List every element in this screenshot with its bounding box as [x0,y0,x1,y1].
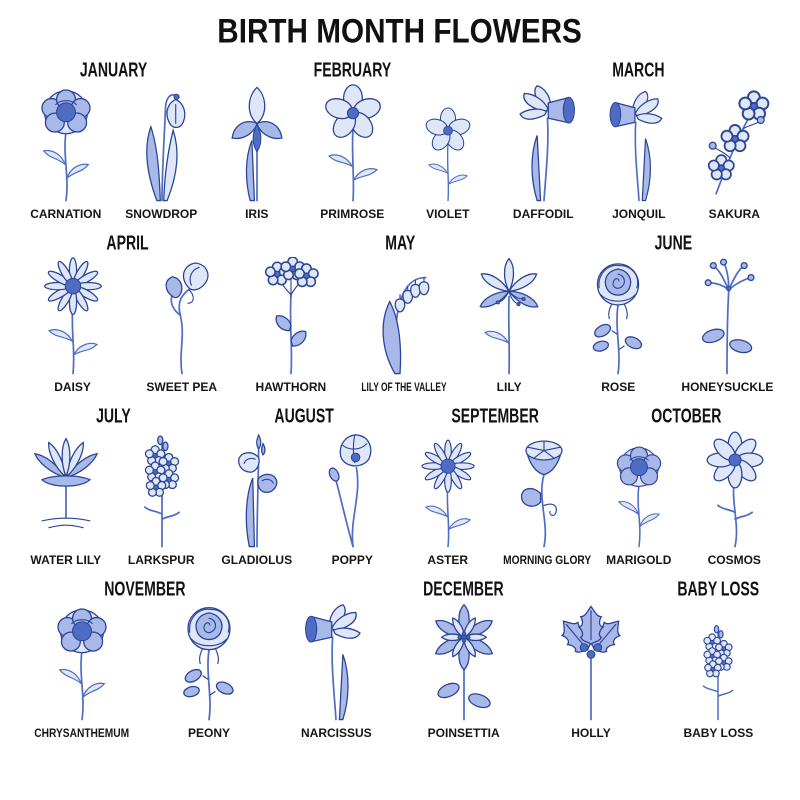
carnation-illustration-icon [18,84,114,204]
month-header-label: MAY [385,232,415,255]
flower-list [236,257,563,394]
flower-water-lily [18,430,114,567]
flower-morning-glory [496,430,592,567]
flower-list [400,430,591,567]
snowdrop-illustration-icon [114,84,210,204]
flower-cosmos [687,430,783,567]
flower-violet [400,84,496,221]
month-header-label: OCTOBER [651,405,722,428]
month-december [273,579,655,740]
honeysuckle-illustration-icon [679,257,775,377]
flower-poppy [305,430,401,567]
flower-list [564,257,782,394]
flower-jonquil [591,84,687,221]
flower-baby-loss [655,603,782,740]
hawthorn-illustration-icon [243,257,339,377]
month-header-label: MARCH [612,59,665,82]
month-header-label: APRIL [106,232,149,255]
daffodil-illustration-icon [496,84,592,204]
flower-label: LARKSPUR [127,553,195,567]
month-header-october [591,406,782,430]
flower-label: HAWTHORN [255,380,327,394]
flower-gladiolus [209,430,305,567]
row-2 [18,233,782,394]
month-header-baby-loss [655,579,782,603]
flower-larkspur [114,430,210,567]
water-lily-illustration-icon [18,430,114,550]
month-header-label: JULY [96,405,131,428]
flower-label: PRIMROSE [320,207,385,221]
flower-label: LILY OF THE VALLEY [361,380,448,394]
cosmos-illustration-icon [687,430,783,550]
flower-label: CHRYSANTHEMUM [34,726,130,740]
month-baby-loss [655,579,782,740]
month-header-december [273,579,655,603]
chrysanthemum-illustration-icon [34,603,130,723]
sakura-illustration-icon [687,84,783,204]
flower-label: ROSE [601,380,636,394]
primrose-illustration-icon [305,84,401,204]
flower-label: DAFFODIL [512,207,574,221]
flower-label: SNOWDROP [125,207,198,221]
rose-illustration-icon [570,257,666,377]
flower-hawthorn [236,257,345,394]
month-june [564,233,782,394]
flower-marigold [591,430,687,567]
month-february [209,60,496,221]
flower-iris [209,84,305,221]
flower-label: COSMOS [707,553,761,567]
month-header-may [236,233,563,257]
poinsettia-illustration-icon [416,603,512,723]
flower-snowdrop [114,84,210,221]
month-header-april [18,233,236,257]
month-header-september [400,406,591,430]
morning-glory-illustration-icon [496,430,592,550]
flower-list [209,430,400,567]
aster-illustration-icon [400,430,496,550]
iris-illustration-icon [209,84,305,204]
flower-list [18,84,209,221]
flower-list [18,603,273,740]
month-header-label: AUGUST [274,405,335,428]
flower-primrose [305,84,401,221]
month-header-label: JANUARY [79,59,148,82]
daisy-illustration-icon [25,257,121,377]
flower-lily [455,257,564,394]
flower-list [209,84,496,221]
month-header-label: SEPTEMBER [451,405,540,428]
flower-label: LILY [496,380,522,394]
flower-list [18,430,209,567]
holly-illustration-icon [543,603,639,723]
baby-loss-illustration-icon [670,603,766,723]
flower-rose [564,257,673,394]
month-header-label: NOVEMBER [104,578,186,601]
flower-label: HONEYSUCKLE [681,380,774,394]
flower-label: WATER LILY [30,553,102,567]
month-header-label: BABY LOSS [677,578,760,601]
flower-label: DAISY [54,380,91,394]
flower-list [18,257,236,394]
month-april [18,233,236,394]
flower-label: SWEET PEA [146,380,218,394]
month-header-february [209,60,496,84]
month-january [18,60,209,221]
flower-chrysanthemum [18,603,145,740]
month-header-label: DECEMBER [423,578,504,601]
month-august [209,406,400,567]
flower-label: ASTER [427,553,469,567]
flower-label: POPPY [331,553,373,567]
flower-daisy [18,257,127,394]
month-september [400,406,591,567]
month-july [18,406,209,567]
flower-label: BABY LOSS [683,726,754,740]
month-header-label: FEBRUARY [313,59,392,82]
flower-peony [145,603,272,740]
flower-label: SAKURA [708,207,760,221]
month-header-august [209,406,400,430]
flower-label: GLADIOLUS [221,553,293,567]
flower-label: NARCISSUS [300,726,372,740]
month-october [591,406,782,567]
month-header-july [18,406,209,430]
month-header-march [496,60,783,84]
violet-illustration-icon [400,84,496,204]
narcissus-illustration-icon [288,603,384,723]
flower-poinsettia [400,603,527,740]
flower-list [496,84,783,221]
flower-aster [400,430,496,567]
flower-label: POINSETTIA [427,726,500,740]
month-march [496,60,783,221]
flower-label: MARIGOLD [606,553,672,567]
month-header-june [564,233,782,257]
flower-carnation [18,84,114,221]
poppy-illustration-icon [305,430,401,550]
month-header-january [18,60,209,84]
flower-narcissus [273,603,400,740]
flower-label: MORNING GLORY [502,553,591,567]
flower-label: IRIS [245,207,269,221]
flower-sweet-pea [127,257,236,394]
lily-of-the-valley-illustration-icon [352,257,448,377]
flower-lily-of-the-valley [345,257,454,394]
month-november [18,579,273,740]
flower-label: PEONY [188,726,231,740]
flower-list [273,603,655,740]
flower-holly [527,603,654,740]
flower-daffodil [496,84,592,221]
marigold-illustration-icon [591,430,687,550]
flower-list [655,603,782,740]
flower-label: JONQUIL [612,207,666,221]
jonquil-illustration-icon [591,84,687,204]
flower-label: CARNATION [30,207,102,221]
gladiolus-illustration-icon [209,430,305,550]
sweet-pea-illustration-icon [134,257,230,377]
larkspur-illustration-icon [114,430,210,550]
row-3 [18,406,782,567]
lily-illustration-icon [461,257,557,377]
page-title-text: BIRTH MONTH FLOWERS [217,11,583,50]
month-header-label: JUNE [654,232,692,255]
flower-grid [18,60,782,740]
flower-label: VIOLET [426,207,470,221]
row-1 [18,60,782,221]
month-may [236,233,563,394]
flower-label: HOLLY [571,726,611,740]
page-title [18,12,782,50]
flower-honeysuckle [673,257,782,394]
row-4 [18,579,782,740]
flower-sakura [687,84,783,221]
flower-list [591,430,782,567]
month-header-november [18,579,273,603]
peony-illustration-icon [161,603,257,723]
